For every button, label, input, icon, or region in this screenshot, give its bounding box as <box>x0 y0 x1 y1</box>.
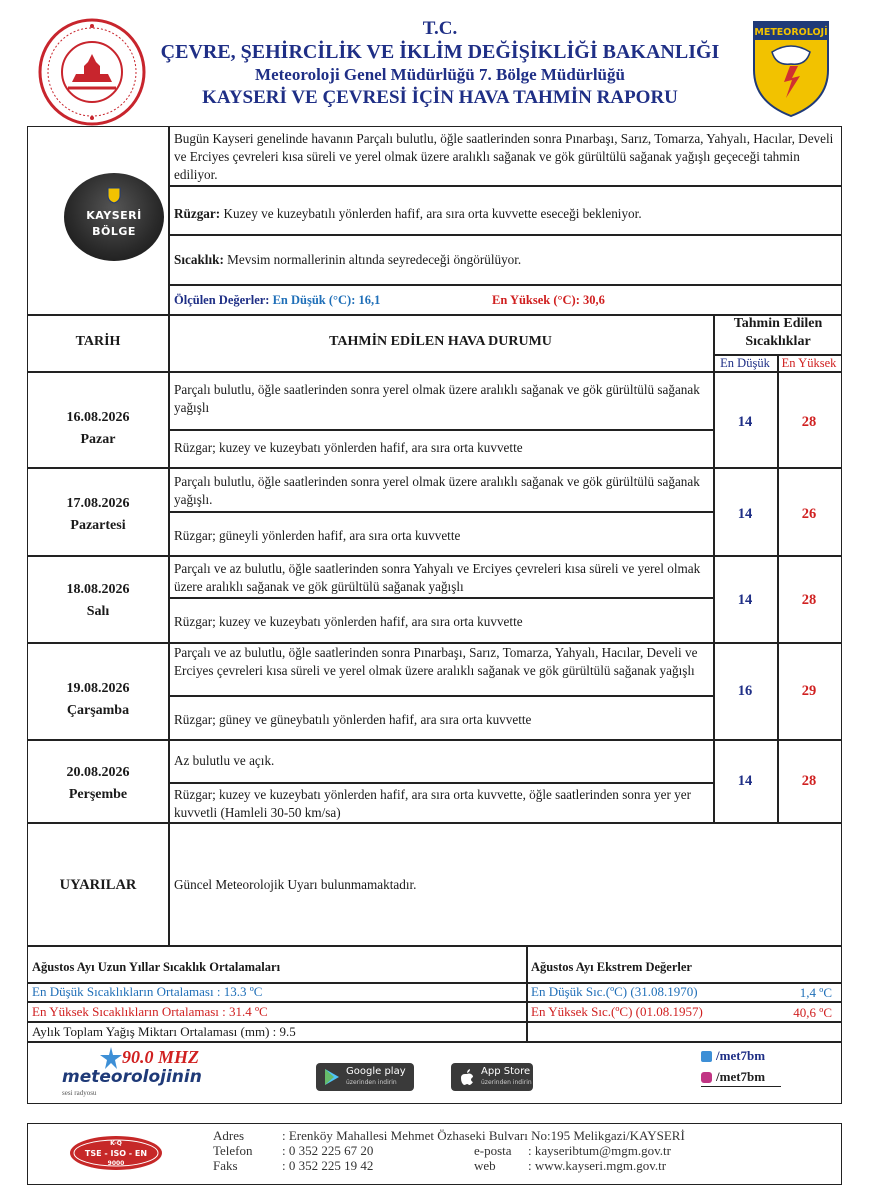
day-5-high: 28 <box>801 773 817 789</box>
kq-mid: TSE - ISO - EN <box>84 1149 148 1158</box>
temp-label: Sıcaklık: <box>174 252 224 267</box>
day-name: Pazartesi <box>70 518 126 533</box>
address-label: Adres <box>213 1128 245 1143</box>
day-5-wind: Rüzgar; kuzey ve kuzeybatı yönlerden hafif, ara sıra orta kuvvette, öğle saatlerinden sonra yer yer kuvvetli (Hamleli 30-50 km/sa) <box>174 787 692 820</box>
forecast-header: TAHMİN EDİLEN HAVA DURUMU <box>329 334 552 349</box>
avg-low: En Düşük Sıcaklıkların Ortalaması : 13.3 ºC <box>32 984 263 999</box>
meteoroloji-logo-icon <box>750 18 832 118</box>
date-header: TARİH <box>75 334 121 349</box>
climate-table <box>27 946 842 1104</box>
wind-text: Kuzey ve kuzeybatılı yönlerden hafif, ara sıra orta kuvvette eseceği bekleniyor. <box>223 206 642 221</box>
day-1-high: 28 <box>801 414 817 430</box>
kq-top: K-Q <box>110 1140 122 1147</box>
report-title <box>150 18 730 110</box>
day-4-high: 29 <box>801 683 817 699</box>
radio-subtitle: sesi radyosu <box>62 1089 97 1097</box>
phone-label: Telefon <box>213 1143 253 1158</box>
radio-logo[interactable] <box>58 1047 228 1101</box>
kayseri-region-badge <box>64 173 164 261</box>
email-label: e-posta <box>474 1143 512 1158</box>
web-label: web <box>474 1158 496 1173</box>
measured-high: En Yüksek (°C): 30,6 <box>492 293 605 307</box>
day-1-date <box>28 407 168 451</box>
ext-high-label: En Yüksek Sıc.(ºC) (01.08.1957) <box>531 1004 703 1019</box>
general-summary: Bugün Kayseri genelinde havanın Parçalı bulutlu, öğle saatlerinden sonra Pınarbaşı, Sarız, Tomarza, Yahyalı, Hacılar, Develi ve Erciyes çevreleri kısa süreli ve yerel olmak üzere aralıklı sağanak ve gök gürültülü sağanak yağışlı geçeceği tahmin ediliyor. <box>174 131 834 182</box>
date-text: 20.08.2026 <box>66 765 130 780</box>
avg-high: En Yüksek Sıcaklıkların Ortalaması : 31.4 ºC <box>32 1004 268 1019</box>
instagram-icon <box>701 1072 712 1083</box>
day-4-weather: Parçalı ve az bulutlu, öğle saatlerinden sonra Pınarbaşı, Sarız, Tomarza, Yahyalı, Hacılar, Develi ve Erciyes çevreleri kısa süreli ve yerel olmak üzere aralıklı sağanak ve gök gürültülü sağanak yağışlı <box>174 645 698 678</box>
measured-low: En Düşük (°C): 16,1 <box>272 293 381 307</box>
warnings-text: Güncel Meteorolojik Uyarı bulunmamaktadır. <box>174 877 417 892</box>
radio-name: meteorolojinin <box>62 1067 202 1087</box>
radio-frequency: 90.0 MHZ <box>122 1047 200 1067</box>
wind-summary <box>174 205 834 223</box>
radio-star-icon <box>100 1047 122 1069</box>
day-5-weather: Az bulutlu ve açık. <box>174 753 275 768</box>
ext-low-label: En Düşük Sıc.(ºC) (31.08.1970) <box>531 984 698 999</box>
day-5-low: 14 <box>737 773 753 789</box>
temp-text: Mevsim normallerinin altında seyredeceği öngörülüyor. <box>227 252 522 267</box>
day-4-wind: Rüzgar; güney ve güneybatılı yönlerden hafif, ara sıra orta kuvvette <box>174 712 532 727</box>
ministry-name: ÇEVRE, ŞEHİRCİLİK VE İKLİM DEĞİŞİKLİĞİ BAKANLIĞI <box>160 41 720 63</box>
low-header: En Düşük <box>720 356 770 370</box>
badge-line1: KAYSERİ <box>86 209 142 222</box>
google-play-label: Google play <box>346 1066 406 1077</box>
date-text: 19.08.2026 <box>66 681 130 696</box>
report-name: KAYSERİ VE ÇEVRESİ İÇİN HAVA TAHMİN RAPORU <box>202 87 678 108</box>
measured-values <box>174 291 834 309</box>
web-link[interactable]: : www.kayseri.mgm.gov.tr <box>528 1158 667 1173</box>
day-2-high: 26 <box>801 506 817 522</box>
twitter-link[interactable] <box>701 1047 765 1065</box>
wind-label: Rüzgar: <box>174 206 221 221</box>
measured-label: Ölçülen Değerler: <box>174 293 270 307</box>
forecast-table <box>27 126 842 946</box>
ministry-seal-icon <box>38 18 146 126</box>
day-3-weather: Parçalı ve az bulutlu, öğle saatlerinden sonra Yahyalı ve Erciyes çevreleri kısa süreli ve yerel olmak üzere aralıklı sağanak ve gök gürültülü sağanak yağışlı <box>174 561 701 594</box>
day-1-wind: Rüzgar; kuzey ve kuzeybatı yönlerden hafif, ara sıra orta kuvvette <box>174 440 523 455</box>
ext-high-value: 40,6 ºC <box>793 1005 832 1020</box>
date-text: 17.08.2026 <box>66 496 130 511</box>
day-2-low: 14 <box>737 506 753 522</box>
twitter-handle: /met7bm <box>716 1048 766 1063</box>
day-4-low: 16 <box>737 683 753 699</box>
fax: : 0 352 225 19 42 <box>282 1158 374 1173</box>
instagram-handle: /met7bm <box>716 1069 766 1084</box>
email-link[interactable]: : kayseribtum@mgm.gov.tr <box>528 1143 671 1158</box>
app-store-label: App Store <box>481 1066 531 1077</box>
twitter-icon <box>701 1051 712 1062</box>
extreme-title: Ağustos Ayı Ekstrem Değerler <box>531 960 692 974</box>
warnings-label: UYARILAR <box>59 877 137 893</box>
app-store-button[interactable] <box>451 1063 533 1091</box>
badge-line2: BÖLGE <box>92 225 136 238</box>
mini-shield-icon <box>107 187 121 204</box>
day-3-date <box>28 579 168 623</box>
report-header <box>0 0 871 122</box>
day-1-low: 14 <box>737 414 753 430</box>
day-name: Çarşamba <box>66 703 130 718</box>
contact-footer <box>27 1123 842 1185</box>
day-1-weather: Parçalı bulutlu, öğle saatlerinden sonra yerel olmak üzere aralıklı sağanak ve gök gürültülü sağanak yağışlı <box>174 382 700 415</box>
directorate-name: Meteoroloji Genel Müdürlüğü 7. Bölge Müdürlüğü <box>255 65 625 84</box>
high-header: En Yüksek <box>781 356 837 370</box>
temps-header: Tahmin Edilen Sıcaklıklar <box>733 316 823 349</box>
day-name: Perşembe <box>68 787 128 802</box>
kq-tse-iso-badge-icon <box>68 1134 164 1172</box>
apple-icon <box>460 1069 474 1085</box>
address: : Erenköy Mahallesi Mehmet Özhaseki Bulvarı No:195 Melikgazi/KAYSERİ <box>282 1128 685 1143</box>
day-3-high: 28 <box>801 592 817 608</box>
day-2-date <box>28 493 168 537</box>
temp-summary <box>174 251 834 269</box>
day-4-date <box>28 678 168 722</box>
avg-rain: Aylık Toplam Yağış Miktarı Ortalaması (mm) : 9.5 <box>32 1024 296 1039</box>
tc-line: T.C. <box>422 18 458 39</box>
phone: : 0 352 225 67 20 <box>282 1143 374 1158</box>
ext-low-value: 1,4 ºC <box>799 985 832 1000</box>
day-name: Salı <box>86 604 110 619</box>
app-store-sub: üzerinden indirin <box>481 1079 532 1086</box>
day-2-weather: Parçalı bulutlu, öğle saatlerinden sonra yerel olmak üzere aralıklı sağanak ve gök gürültülü sağanak yağışlı. <box>174 474 700 507</box>
avg-title: Ağustos Ayı Uzun Yıllar Sıcaklık Ortalamaları <box>32 960 281 974</box>
logo-text: METEOROLOJİ <box>754 27 828 38</box>
day-2-wind: Rüzgar; güneyli yönlerden hafif, ara sıra orta kuvvette <box>174 528 461 543</box>
date-text: 16.08.2026 <box>66 410 130 425</box>
day-3-low: 14 <box>737 592 753 608</box>
day-name: Pazar <box>80 432 116 447</box>
date-text: 18.08.2026 <box>66 582 130 597</box>
google-play-icon <box>324 1068 340 1086</box>
fax-label: Faks <box>213 1158 238 1173</box>
day-5-date <box>28 762 168 806</box>
day-3-wind: Rüzgar; kuzey ve kuzeybatı yönlerden hafif, ara sıra orta kuvvette <box>174 614 523 629</box>
kq-bottom: 9000 <box>107 1160 125 1167</box>
google-play-sub: üzerinden indirin <box>346 1079 397 1086</box>
instagram-link[interactable] <box>701 1068 781 1087</box>
google-play-button[interactable] <box>316 1063 414 1091</box>
